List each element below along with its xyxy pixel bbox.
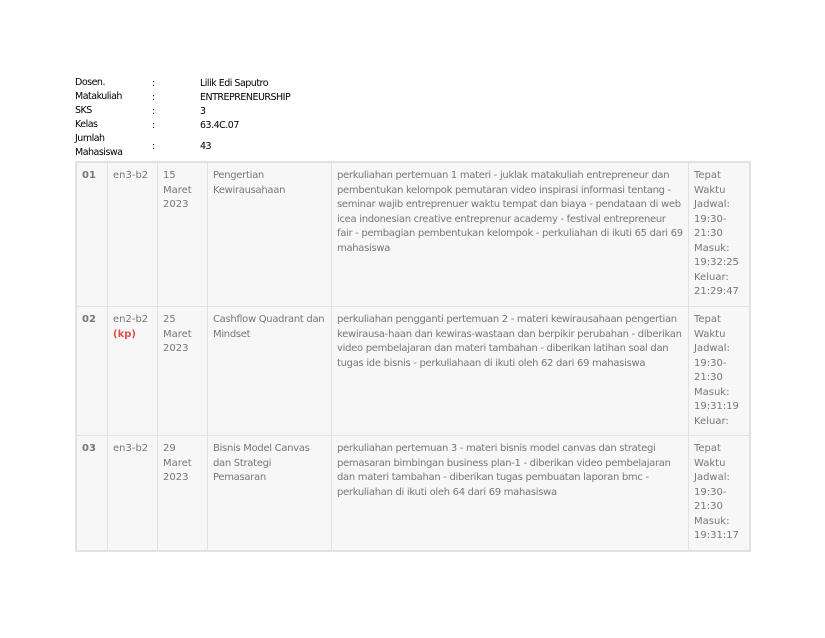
info-value: 63.4C.07 xyxy=(200,119,239,131)
info-colon: : xyxy=(152,119,155,131)
time-schedule: Jadwal: 19:30-21:30 xyxy=(694,199,730,239)
meeting-code-text: en3-b2 xyxy=(113,443,149,454)
info-value: 43 xyxy=(200,140,212,152)
time-status: Tepat Waktu xyxy=(694,314,726,340)
course-info xyxy=(75,76,290,160)
info-label: Matakuliah xyxy=(75,91,122,102)
info-label: SKS xyxy=(75,105,92,116)
time-keluar: Keluar: 21:29:47 xyxy=(694,271,739,297)
meeting-topic: Cashflow Quadrant dan Mindset xyxy=(208,307,332,436)
meeting-time xyxy=(689,307,751,436)
meeting-code xyxy=(108,436,158,551)
info-colon: : xyxy=(152,91,155,103)
info-row-kelas xyxy=(75,118,290,132)
meeting-time xyxy=(689,162,751,307)
info-value: 3 xyxy=(200,105,206,117)
time-schedule: Jadwal: 19:30-21:30 xyxy=(694,343,730,383)
table-row xyxy=(76,307,750,436)
meeting-date: 29 Maret 2023 xyxy=(158,436,208,551)
meeting-number: 03 xyxy=(76,436,108,551)
meeting-code-text: en3-b2 xyxy=(113,170,149,181)
info-value: Lilik Edi Saputro xyxy=(200,77,269,89)
meeting-number: 02 xyxy=(76,307,108,436)
time-masuk: Masuk: 19:31:17 xyxy=(694,515,739,541)
table-row xyxy=(76,162,750,307)
time-masuk: Masuk: 19:32:25 xyxy=(694,242,739,268)
meeting-log-table xyxy=(75,161,751,552)
meeting-code xyxy=(108,162,158,307)
meeting-topic: Pengertian Kewirausahaan xyxy=(208,162,332,307)
info-label: Jumlah Mahasiswa xyxy=(75,133,123,158)
time-status: Tepat Waktu xyxy=(694,170,726,196)
info-colon: : xyxy=(152,105,155,117)
meeting-code-tag: (kp) xyxy=(113,328,136,340)
table-row xyxy=(76,436,750,551)
meeting-description: perkuliahan pengganti pertemuan 2 - materi kewirausahaan pengertian kewirausa-haan dan kewiras-wastaan dan berpikir perubahan - diberikan video pembelajaran dan materi tambahan - diberikan latihan soal dan tugas ide bisnis - perkuliahaan di ikuti oleh 62 dari 69 mahasiswa xyxy=(332,307,689,436)
time-schedule: Jadwal: 19:30-21:30 xyxy=(694,472,730,512)
meeting-code-text: en2-b2 xyxy=(113,314,149,325)
info-row-dosen xyxy=(75,76,290,90)
info-row-jumlah-mahasiswa xyxy=(75,132,290,160)
info-label: Kelas xyxy=(75,119,98,130)
info-colon: : xyxy=(152,140,155,152)
time-keluar: Keluar: xyxy=(694,415,729,427)
time-masuk: Masuk: 19:31:19 xyxy=(694,386,739,412)
time-status: Tepat Waktu xyxy=(694,443,726,469)
meeting-description: perkuliahan pertemuan 3 - materi bisnis model canvas dan strategi pemasaran bimbingan business plan-1 - diberikan video pembelajaran dan materi tambahan - diberikan tugas pembuatan laporan bmc - perkuliahan di ikuti oleh 64 dari 69 mahasiswa xyxy=(332,436,689,551)
meeting-date: 15 Maret 2023 xyxy=(158,162,208,307)
info-row-matakuliah xyxy=(75,90,290,104)
info-value: ENTREPRENEURSHIP xyxy=(200,91,291,103)
meeting-date: 25 Maret 2023 xyxy=(158,307,208,436)
meeting-time xyxy=(689,436,751,551)
info-colon: : xyxy=(152,77,155,89)
meeting-number: 01 xyxy=(76,162,108,307)
meeting-code xyxy=(108,307,158,436)
meeting-topic: Bisnis Model Canvas dan Strategi Pemasaran xyxy=(208,436,332,551)
meeting-description: perkuliahan pertemuan 1 materi - juklak matakuliah entrepreneur dan pembentukan kelompok pemutaran video inspirasi informasi tentang - seminar wajib entreprenuer waktu tempat dan biaya - pendataan di web icea indonesian creative entreprenur academy - festival entrepreneur fair - pembagian pembentukan kelompok - perkuliahan di ikuti 65 dari 69 mahasiswa xyxy=(332,162,689,307)
info-label: Dosen. xyxy=(75,77,105,88)
info-row-sks xyxy=(75,104,290,118)
